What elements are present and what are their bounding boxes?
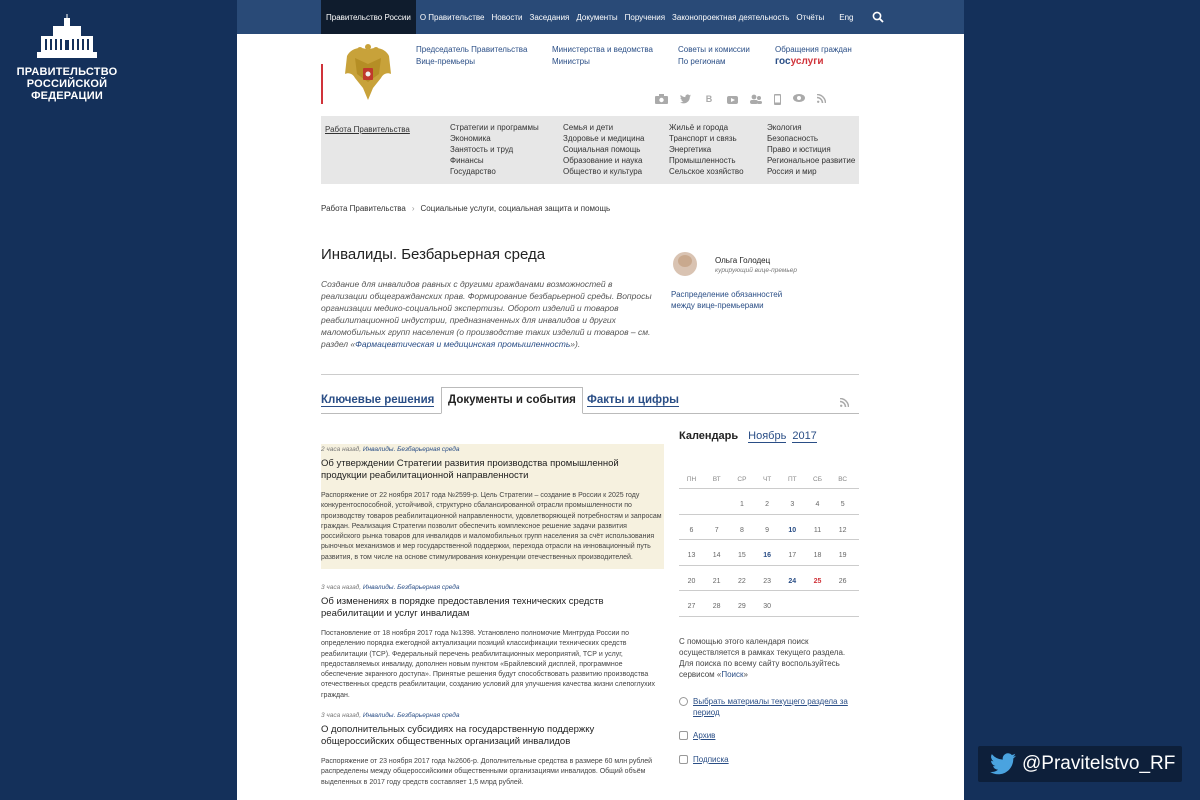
nav-lang-switch[interactable]: Eng bbox=[839, 12, 854, 22]
link-chairman[interactable]: Председатель Правительства bbox=[416, 45, 528, 54]
avatar[interactable] bbox=[673, 252, 697, 276]
mobile-icon[interactable] bbox=[774, 94, 781, 105]
tab-facts-figures[interactable]: Факты и цифры bbox=[587, 394, 679, 406]
link-ministries[interactable]: Министерства и ведомства bbox=[552, 45, 654, 54]
calendar-day[interactable]: 10 bbox=[788, 526, 797, 534]
menu-item-government-work[interactable]: Работа Правительства bbox=[325, 125, 410, 134]
period-select-action[interactable]: Выбрать материалы текущего раздела за период bbox=[679, 696, 859, 718]
logo-text-1: ПРАВИТЕЛЬСТВО bbox=[16, 66, 118, 78]
link-ministers[interactable]: Министры bbox=[552, 57, 590, 66]
news-body: Постановление от 18 ноября 2017 года №1398. Установлено полномочие Минтруда России по определению порядка ежегодной актуализации позиций классификации технических средств реабилитации (ТСР). Федеральный перечень реабилитационных мероприятий, ТСР и услуг, предоставляемых инвалиду, дополнен новым пунктом «Брайлевский дисплей, программное обеспечение экранного доступа». Принятые решения будут способствовать развитию производства отечественных средств реабилитации, созданию условий для улучшения качества жизни слепоглухих граждан. bbox=[321, 630, 656, 699]
twitter-handle: @Pravitelstvo_RF bbox=[1022, 753, 1176, 774]
chevron-right-icon: › bbox=[411, 204, 415, 213]
tab-key-decisions[interactable]: Ключевые решения bbox=[321, 394, 435, 406]
link-councils[interactable]: Советы и комиссии bbox=[678, 45, 750, 54]
menu-item[interactable]: Право и юстиция bbox=[767, 145, 831, 154]
menu-col-4 bbox=[767, 122, 855, 177]
curator-name[interactable]: Ольга Голодец bbox=[715, 256, 771, 265]
calendar-row-line bbox=[679, 488, 859, 489]
menu-item[interactable]: Безопасность bbox=[767, 134, 819, 143]
page bbox=[237, 0, 964, 800]
calendar-day[interactable]: 6 bbox=[689, 526, 694, 534]
news-title[interactable]: О дополнительных субсидиях на государственную поддержку общероссийских общественных организаций инвалидов bbox=[321, 724, 595, 747]
calendar-day[interactable]: 19 bbox=[838, 552, 847, 559]
header-col-2 bbox=[552, 44, 653, 68]
news-item bbox=[321, 584, 664, 701]
nav-item-about[interactable]: О Правительстве bbox=[419, 12, 485, 22]
calendar-day[interactable]: 18 bbox=[813, 552, 822, 559]
menu-item[interactable]: Государство bbox=[450, 167, 496, 176]
header-col-4 bbox=[775, 44, 852, 68]
twitter-small-icon[interactable] bbox=[680, 94, 691, 104]
breadcrumb-item[interactable]: Работа Правительства bbox=[321, 204, 406, 213]
clock-icon bbox=[679, 697, 688, 706]
white-house-icon bbox=[35, 14, 99, 60]
calendar-row-line bbox=[679, 514, 859, 515]
weekday-label: ЧТ bbox=[762, 476, 772, 483]
calendar-day[interactable]: 16 bbox=[763, 552, 771, 559]
archive-action[interactable]: Архив bbox=[679, 730, 715, 741]
camera-icon[interactable] bbox=[655, 94, 668, 104]
calendar-year[interactable]: 2017 bbox=[792, 430, 817, 442]
curator-role: курирующий вице-премьер bbox=[715, 267, 797, 274]
vk-icon[interactable]: B bbox=[705, 94, 713, 104]
menu-item[interactable]: Образование и наука bbox=[563, 156, 643, 165]
menu-item[interactable]: Занятость и труд bbox=[450, 145, 514, 154]
calendar bbox=[679, 430, 859, 610]
news-title[interactable]: Об утверждении Стратегии развития производства промышленной продукции реабилитационной направленности bbox=[321, 458, 619, 481]
news-body: Распоряжение от 22 ноября 2017 года №2599-р. Цель Стратегии – создание в России к 2025 году конкурентоспособной, устойчивой, структурно сбалансированной отрасли промышленности по производству товаров реабилитационной направленности, удовлетворяющей потребностям и запросам граждан. Реализация Стратегии позволит обеспечить комплексное решение задачи развития российского рынка товаров для инвалидов и маломобильных групп населения за счёт использования рыночных механизмов и мер государственной поддержки, перехода отрасли на инновационный путь развития, в том числе на основе стимулирования конкуренции отечественных производителей. bbox=[321, 492, 662, 561]
calendar-day[interactable]: 12 bbox=[838, 526, 847, 534]
calendar-day[interactable]: 1 bbox=[739, 501, 744, 508]
nav-brand[interactable]: Правительство России bbox=[321, 0, 416, 34]
menu-item[interactable]: Семья и дети bbox=[563, 123, 614, 132]
calendar-day[interactable]: 21 bbox=[712, 577, 721, 585]
calendar-row-line bbox=[679, 616, 859, 617]
news-meta: 3 часа назад, Инвалиды. Безбарьерная среда bbox=[321, 712, 460, 719]
calendar-day[interactable]: 4 bbox=[815, 501, 820, 508]
calendar-month[interactable]: Ноябрь bbox=[748, 430, 787, 442]
calendar-day[interactable]: 29 bbox=[737, 603, 746, 610]
calendar-day[interactable]: 22 bbox=[737, 577, 746, 585]
page-title: Инвалиды. Безбарьерная среда bbox=[321, 246, 546, 263]
calendar-day[interactable]: 8 bbox=[739, 526, 744, 534]
tab-documents-events[interactable]: Документы и события bbox=[441, 387, 583, 414]
menu-item[interactable]: Финансы bbox=[450, 156, 484, 165]
twitter-icon bbox=[990, 753, 1016, 775]
weekday-label: ВС bbox=[838, 476, 848, 483]
calendar-header bbox=[679, 430, 859, 442]
eye-icon[interactable] bbox=[793, 94, 805, 102]
calendar-row-line bbox=[679, 565, 859, 566]
coat-of-arms-icon[interactable] bbox=[341, 44, 395, 102]
news-item bbox=[321, 712, 664, 788]
community-icon[interactable] bbox=[750, 94, 762, 104]
breadcrumb-item[interactable]: Социальные услуги, социальная защита и помощь bbox=[420, 204, 611, 213]
subscribe-action[interactable]: Подписка bbox=[679, 754, 729, 765]
menu-item[interactable]: Стратегии и программы bbox=[450, 123, 539, 132]
nav-item-documents[interactable]: Документы bbox=[576, 12, 618, 22]
link-regions[interactable]: По регионам bbox=[678, 57, 726, 66]
menu-item[interactable]: Жильё и города bbox=[669, 123, 729, 132]
calendar-day[interactable]: 20 bbox=[687, 577, 696, 585]
menu-item[interactable]: Промышленность bbox=[669, 156, 736, 165]
topics-menu bbox=[321, 116, 859, 184]
calendar-day[interactable]: 30 bbox=[763, 603, 771, 610]
calendar-day[interactable]: 24 bbox=[788, 577, 797, 585]
weekday-label: СБ bbox=[813, 476, 822, 483]
calendar-day[interactable]: 15 bbox=[737, 552, 746, 559]
news-title[interactable]: Об изменениях в порядке предоставления технических средств реабилитации и услуг инвалидам bbox=[321, 596, 604, 619]
news-tag[interactable]: Инвалиды. Безбарьерная среда bbox=[362, 446, 460, 453]
calendar-day[interactable]: 27 bbox=[687, 603, 696, 610]
link-citizen-appeals[interactable]: Обращения граждан bbox=[775, 45, 852, 54]
youtube-icon[interactable] bbox=[727, 94, 738, 105]
calendar-day[interactable]: 5 bbox=[840, 501, 845, 508]
divider bbox=[321, 374, 859, 375]
search-icon[interactable] bbox=[872, 11, 884, 23]
calendar-day[interactable]: 3 bbox=[790, 501, 795, 508]
calendar-row-line bbox=[679, 539, 859, 540]
menu-item[interactable]: Социальная помощь bbox=[563, 145, 641, 154]
duties-link[interactable]: Распределение обязанностей между вице-премьерами bbox=[671, 290, 783, 310]
menu-item[interactable]: Транспорт и связь bbox=[669, 134, 737, 143]
nav-item-news[interactable]: Новости bbox=[491, 12, 523, 22]
top-navigation bbox=[237, 0, 964, 34]
news-meta: 3 часа назад, Инвалиды. Безбарьерная среда bbox=[321, 584, 460, 591]
menu-col-1 bbox=[450, 122, 539, 177]
menu-col-3 bbox=[669, 122, 744, 177]
calendar-day[interactable]: 23 bbox=[763, 577, 771, 585]
news-meta: 2 часа назад, Инвалиды. Безбарьерная среда bbox=[321, 446, 460, 453]
nav-item-reports[interactable]: Отчёты bbox=[796, 12, 825, 22]
calendar-day[interactable]: 26 bbox=[838, 577, 847, 585]
calendar-row-line bbox=[679, 590, 859, 591]
menu-item[interactable]: Региональное развитие bbox=[767, 156, 856, 165]
archive-icon bbox=[679, 731, 688, 740]
calendar-day[interactable]: 28 bbox=[712, 603, 721, 610]
calendar-day[interactable]: 11 bbox=[813, 526, 822, 534]
social-icons bbox=[655, 94, 826, 105]
news-tag[interactable]: Инвалиды. Безбарьерная среда bbox=[362, 712, 460, 719]
news-tag[interactable]: Инвалиды. Безбарьерная среда bbox=[362, 584, 460, 591]
calendar-day[interactable]: 7 bbox=[714, 526, 719, 534]
calendar-day[interactable]: 25 bbox=[813, 577, 822, 585]
content-tabs bbox=[321, 388, 859, 414]
calendar-day[interactable]: 2 bbox=[765, 501, 770, 508]
calendar-day[interactable]: 9 bbox=[765, 526, 770, 534]
nav-item-legislation[interactable]: Законопроектная деятельность bbox=[672, 12, 790, 22]
news-body: Распоряжение от 23 ноября 2017 года №2606-р. Дополнительные средства в размере 60 млн рублей распределены между общероссийскими общественными организациями инвалидов. Общий объём выделенных в 2017 году средств составляет 1,5 млрд рублей. bbox=[321, 758, 652, 786]
weekday-label: ПТ bbox=[787, 476, 797, 483]
menu-item[interactable]: Энергетика bbox=[669, 145, 712, 154]
calendar-title: Календарь bbox=[679, 430, 739, 442]
twitter-badge[interactable] bbox=[978, 746, 1182, 782]
calendar-day[interactable]: 17 bbox=[788, 552, 797, 559]
calendar-note: С помощью этого календаря поиск осуществляется в рамках текущего раздела. Для поиска по всему сайту воспользуйтесь сервисом «Поиск» bbox=[679, 637, 846, 679]
link-vice-premiers[interactable]: Вице-премьеры bbox=[416, 57, 475, 66]
nav-item-meetings[interactable]: Заседания bbox=[529, 12, 570, 22]
news-item bbox=[321, 444, 664, 569]
lead-link[interactable]: Фармацевтическая и медицинская промышленность bbox=[355, 339, 571, 349]
rss-icon[interactable] bbox=[817, 94, 826, 103]
header-col-1 bbox=[416, 44, 527, 68]
menu-item[interactable]: Экономика bbox=[450, 134, 491, 143]
breadcrumb bbox=[321, 204, 610, 213]
government-logo[interactable] bbox=[12, 14, 122, 102]
logo-text-3: ФЕДЕРАЦИИ bbox=[31, 90, 103, 102]
weekday-label: СР bbox=[737, 476, 747, 483]
header-col-3 bbox=[678, 44, 750, 68]
calendar-day[interactable]: 14 bbox=[712, 552, 721, 559]
menu-item[interactable]: Сельское хозяйство bbox=[669, 167, 744, 176]
page-lead: Создание для инвалидов равных с другими гражданами возможностей в реализации общегражданских прав. Формирование безбарьерной среды. Вопросы организации медико-социальной экспертизы. Оборот изделий и товаров реабилитационной индустрии, предназначенных для инвалидов и других маломобильных групп населения (о производстве таких изделий и товаров – см. раздел «Фармацевтическая и медицинская промышленность»). bbox=[321, 279, 652, 349]
calendar-day[interactable]: 13 bbox=[687, 552, 696, 559]
weekday-label: ПН bbox=[686, 476, 697, 483]
header-accent-line bbox=[321, 64, 323, 104]
search-link[interactable]: Поиск bbox=[721, 670, 744, 679]
weekday-label: ВТ bbox=[712, 476, 721, 483]
menu-item[interactable]: Экология bbox=[767, 123, 802, 132]
menu-item[interactable]: Россия и мир bbox=[767, 167, 817, 176]
menu-item[interactable]: Общество и культура bbox=[563, 167, 643, 176]
rss-icon[interactable] bbox=[840, 398, 849, 407]
menu-col-2 bbox=[563, 122, 644, 177]
gosuslugi-logo[interactable]: госуслуги bbox=[775, 56, 824, 67]
menu-item[interactable]: Здоровье и медицина bbox=[563, 134, 645, 143]
nav-item-instructions[interactable]: Поручения bbox=[624, 12, 666, 22]
mail-icon bbox=[679, 755, 688, 764]
logo-text-2: РОССИЙСКОЙ bbox=[26, 78, 108, 90]
